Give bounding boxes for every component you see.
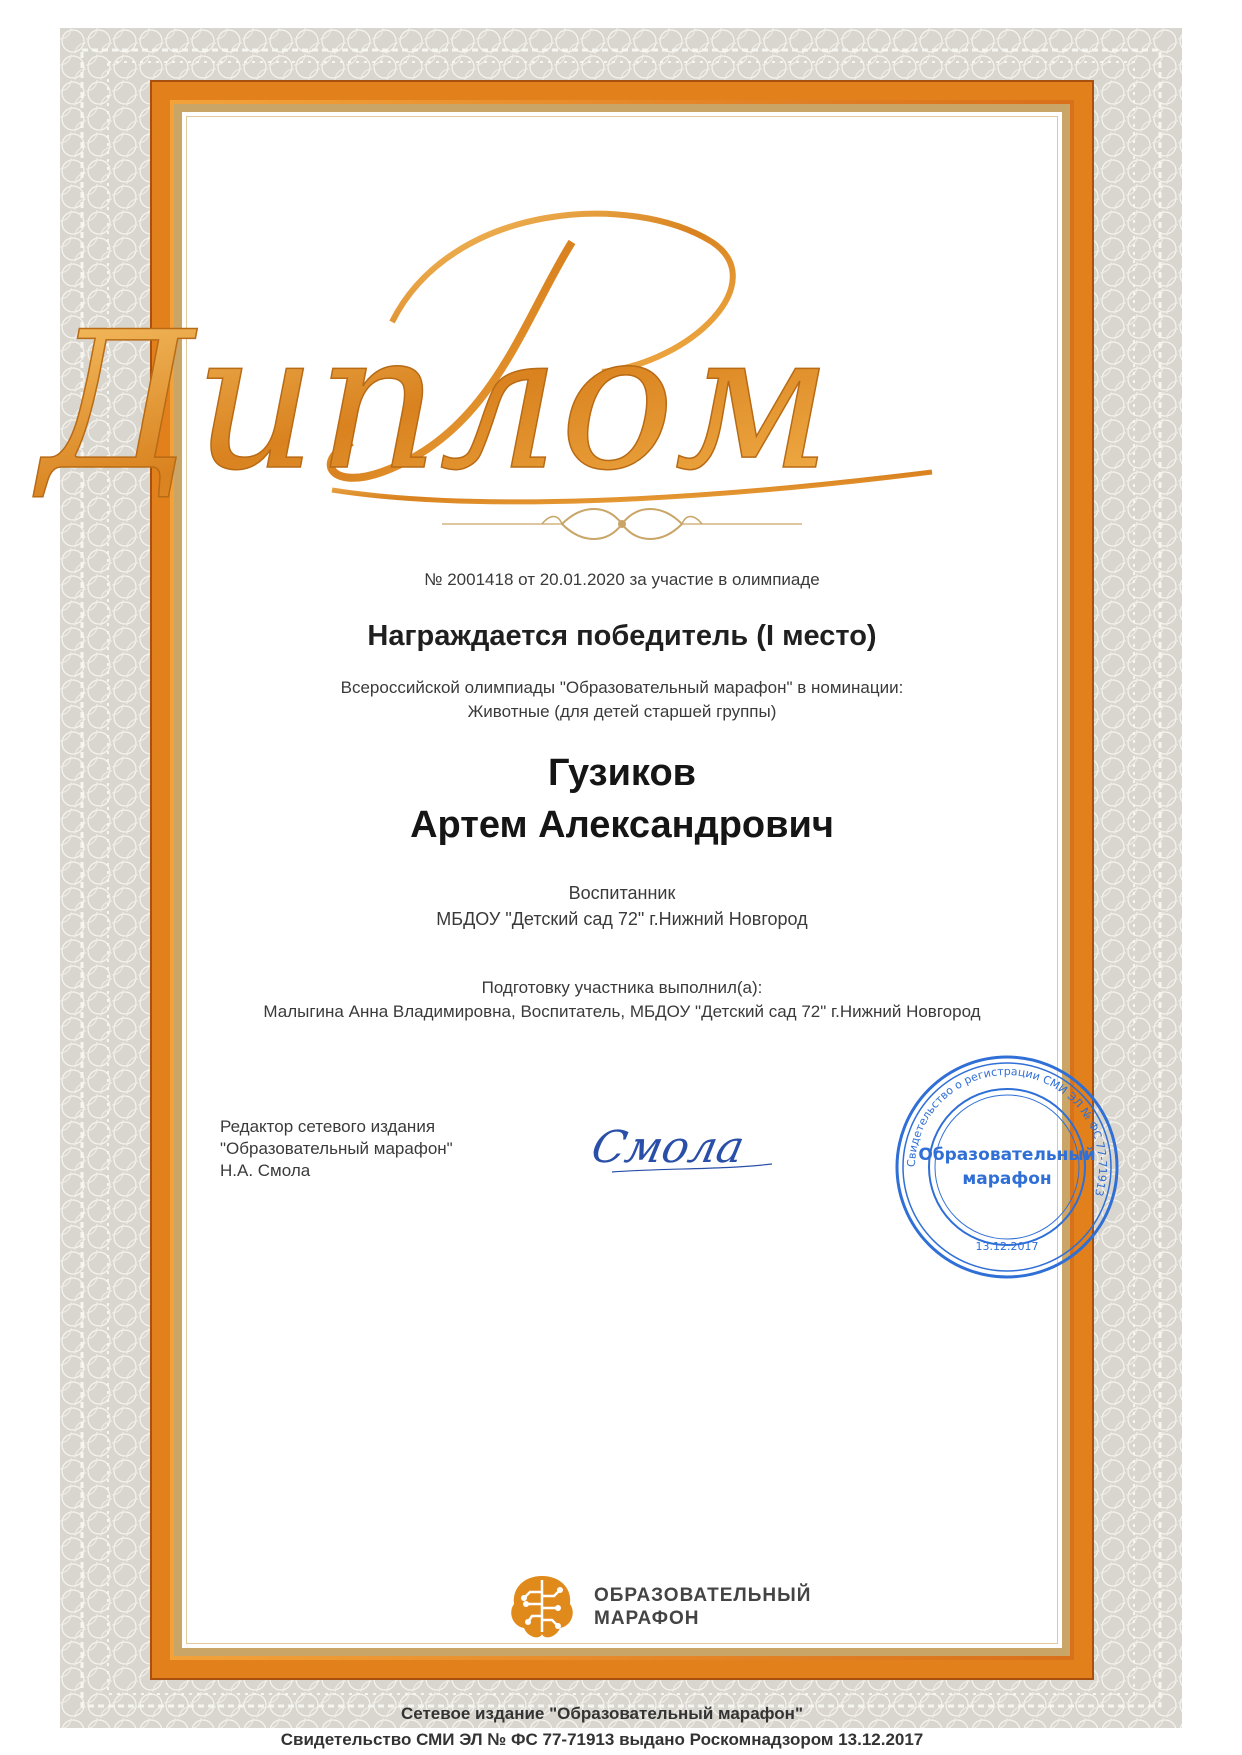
logo-wordmark [594, 1584, 854, 1630]
svg-text:Свидетельство о регистрации СМ: Свидетельство о регистрации СМИ ЭЛ № ФС 77-71913 [904, 1064, 1110, 1198]
editor-line-1: Редактор сетевого издания [220, 1117, 436, 1136]
footer-line-2: Свидетельство СМИ ЭЛ № ФС 77-71913 выдано Роскомнадзором 13.12.2017 [280, 1730, 924, 1749]
diploma-content [39, 112, 1110, 1749]
decorative-flourish [442, 500, 802, 548]
preparer: Малыгина Анна Владимировна, Воспитатель, МБДОУ "Детский сад 72" г.Нижний Новгород [263, 1002, 981, 1021]
editor-signature [587, 1112, 792, 1192]
editor-line-3: Н.А. Смола [220, 1161, 311, 1180]
svg-text:13.12.2017: 13.12.2017 [975, 1240, 1039, 1253]
recipient-surname: Гузиков [547, 752, 697, 794]
brain-icon [502, 1568, 582, 1648]
svg-text:Образовательный: Образовательный [918, 1145, 1096, 1165]
editor-line-2: "Образовательный марафон" [220, 1139, 453, 1158]
diploma-title [39, 172, 972, 542]
svg-text:Диплом: Диплом [39, 291, 832, 512]
editor-block [220, 1116, 453, 1182]
recipient-given-names: Артем Александрович [410, 804, 834, 846]
svg-text:марафон: марафон [962, 1169, 1052, 1189]
svg-text:Смола: Смола [587, 1122, 749, 1173]
olympiad-line-1: Всероссийской олимпиады "Образовательный марафон" в номинации: [340, 678, 904, 697]
diploma-number-line: № 2001418 от 20.01.2020 за участие в олимпиаде [424, 570, 820, 589]
recipient-role: Воспитанник [568, 883, 676, 903]
diploma-sheet [39, 28, 1182, 1749]
logo-line-2: МАРАФОН [594, 1608, 700, 1629]
logo-line-1: ОБРАЗОВАТЕЛЬНЫЙ [594, 1585, 812, 1606]
institution: МБДОУ "Детский сад 72" г.Нижний Новгород [436, 909, 808, 929]
olympiad-line-2: Животные (для детей старшей группы) [467, 702, 777, 721]
official-stamp [892, 1052, 1122, 1282]
award-heading: Награждается победитель (I место) [367, 620, 877, 652]
preparer-label: Подготовку участника выполнил(а): [481, 978, 763, 997]
footer-line-1: Сетевое издание "Образовательный марафон" [400, 1704, 804, 1723]
